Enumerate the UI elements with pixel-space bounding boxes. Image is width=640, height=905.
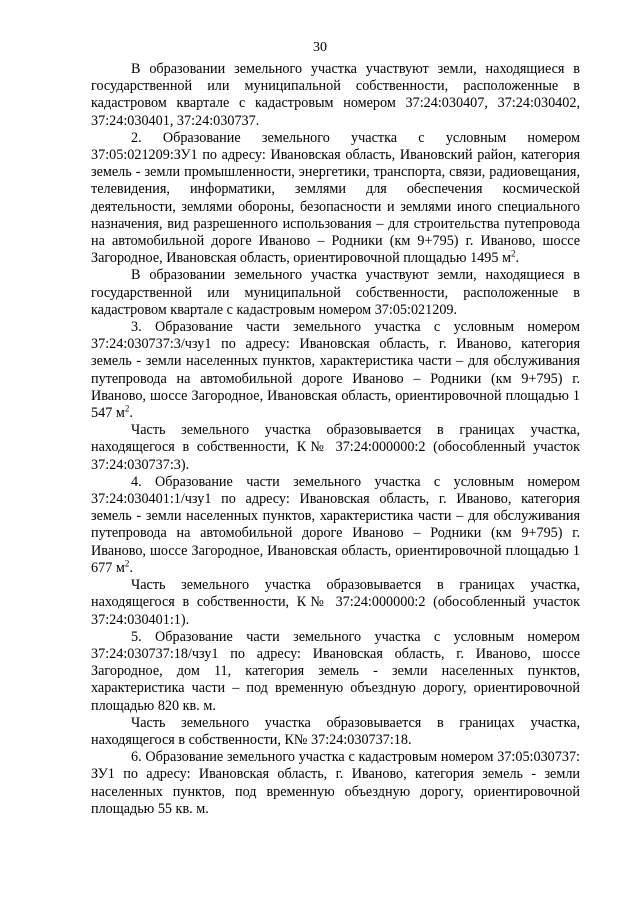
paragraph (91, 474, 580, 577)
paragraph-period: . (129, 405, 133, 422)
paragraph-text: 4. Образование части земельного участка с условным номером 37:24:030401:1/чзу1 по адресу: Ивановская область, г. Иваново, категория земель - земли населенных пунктов, характеристика части – для обслуживания путепровода на автомобильной дороге Иваново – Родники (км 9+795) г. Иваново, шоссе Загородное, Ивановская область, ориентировочной площадью 1 677 м (91, 473, 580, 576)
paragraph-text: Часть земельного участка образовывается в границах участка, находящегося в собственности, К№ 37:24:030737:18. (91, 714, 580, 748)
paragraph (91, 749, 580, 818)
paragraph-period: . (129, 559, 133, 576)
area-superscript: 2 (124, 403, 130, 414)
paragraph (91, 267, 580, 319)
paragraph (91, 319, 580, 422)
paragraph-text: 3. Образование части земельного участка с условным номером 37:24:030737:3/чзу1 по адресу: Ивановская область, г. Иваново, категория земель - земли населенных пунктов, характеристика части – для обслуживания путепровода на автомобильной дороге Иваново – Родники (км 9+795) г. Иваново, шоссе Загородное, Ивановская область, ориентировочной площадью 1 547 м (91, 319, 580, 422)
paragraph-text: Часть земельного участка образовывается в границах участка, находящегося в собственности, К№ 37:24:000000:2 (обособленный участок 37:24:030401:1). (91, 577, 580, 628)
paragraph-text: 6. Образование земельного участка с кадастровым номером 37:05:030737: ЗУ1 по адресу: Ивановская область, г. Иваново, категория земель - земли населенных пунктов, под временную объездную дорогу, ориентировочной площадью 55 кв. м. (91, 749, 580, 817)
paragraph (91, 577, 580, 629)
paragraph (91, 61, 580, 130)
paragraph-period: . (515, 250, 520, 267)
paragraph-text: В образовании земельного участка участвуют земли, находящиеся в государственной или муниципальной собственности, расположенные в кадастровом квартале с кадастровым номером 37:24:030407, 37:24:030402, 37:24:030401, 37:24:030737. (91, 61, 580, 129)
paragraph-text: В образовании земельного участка участвуют земли, находящиеся в государственной или муниципальной собственности, расположенные в кадастровом квартале с кадастровым номером 37:05:021209. (91, 267, 580, 318)
area-superscript: 2 (510, 248, 516, 259)
area-superscript: 2 (124, 558, 130, 569)
paragraph-text: 5. Образование части земельного участка с условным номером 37:24:030737:18/чзу1 по адресу: Ивановская область, г. Иваново, шоссе Загородное, дом 11, категория земель - земли населенных пунктов, характеристика части – под временную объездную дорогу, ориентировочной площадью 820 кв. м. (91, 628, 580, 714)
paragraph (91, 629, 580, 715)
document-body (91, 61, 580, 818)
paragraph (91, 422, 580, 474)
paragraph-text: Часть земельного участка образовывается в границах участка, находящегося в собственности, К№ 37:24:000000:2 (обособленный участок 37:24:030737:3). (91, 422, 580, 473)
paragraph-text: 2. Образование земельного участка с условным номером 37:05:021209:ЗУ1 по адресу: Ивановская область, Ивановский район, категория земель - земли промышленности, энергетики, транспорта, связи, радиовещания, телевидения, информатики, землями для обеспечения космической деятельности, землями обороны, безопасности и землями иного специального назначения, вид разрешенного использования – для строительства путепровода на автомобильной дороге Иваново – Родники (км 9+795) г. Иваново, шоссе Загородное, Ивановская область, ориентировочной площадью 1495 м (91, 129, 580, 267)
paragraph (91, 130, 580, 268)
paragraph (91, 715, 580, 749)
page-number: 30 (313, 40, 327, 55)
